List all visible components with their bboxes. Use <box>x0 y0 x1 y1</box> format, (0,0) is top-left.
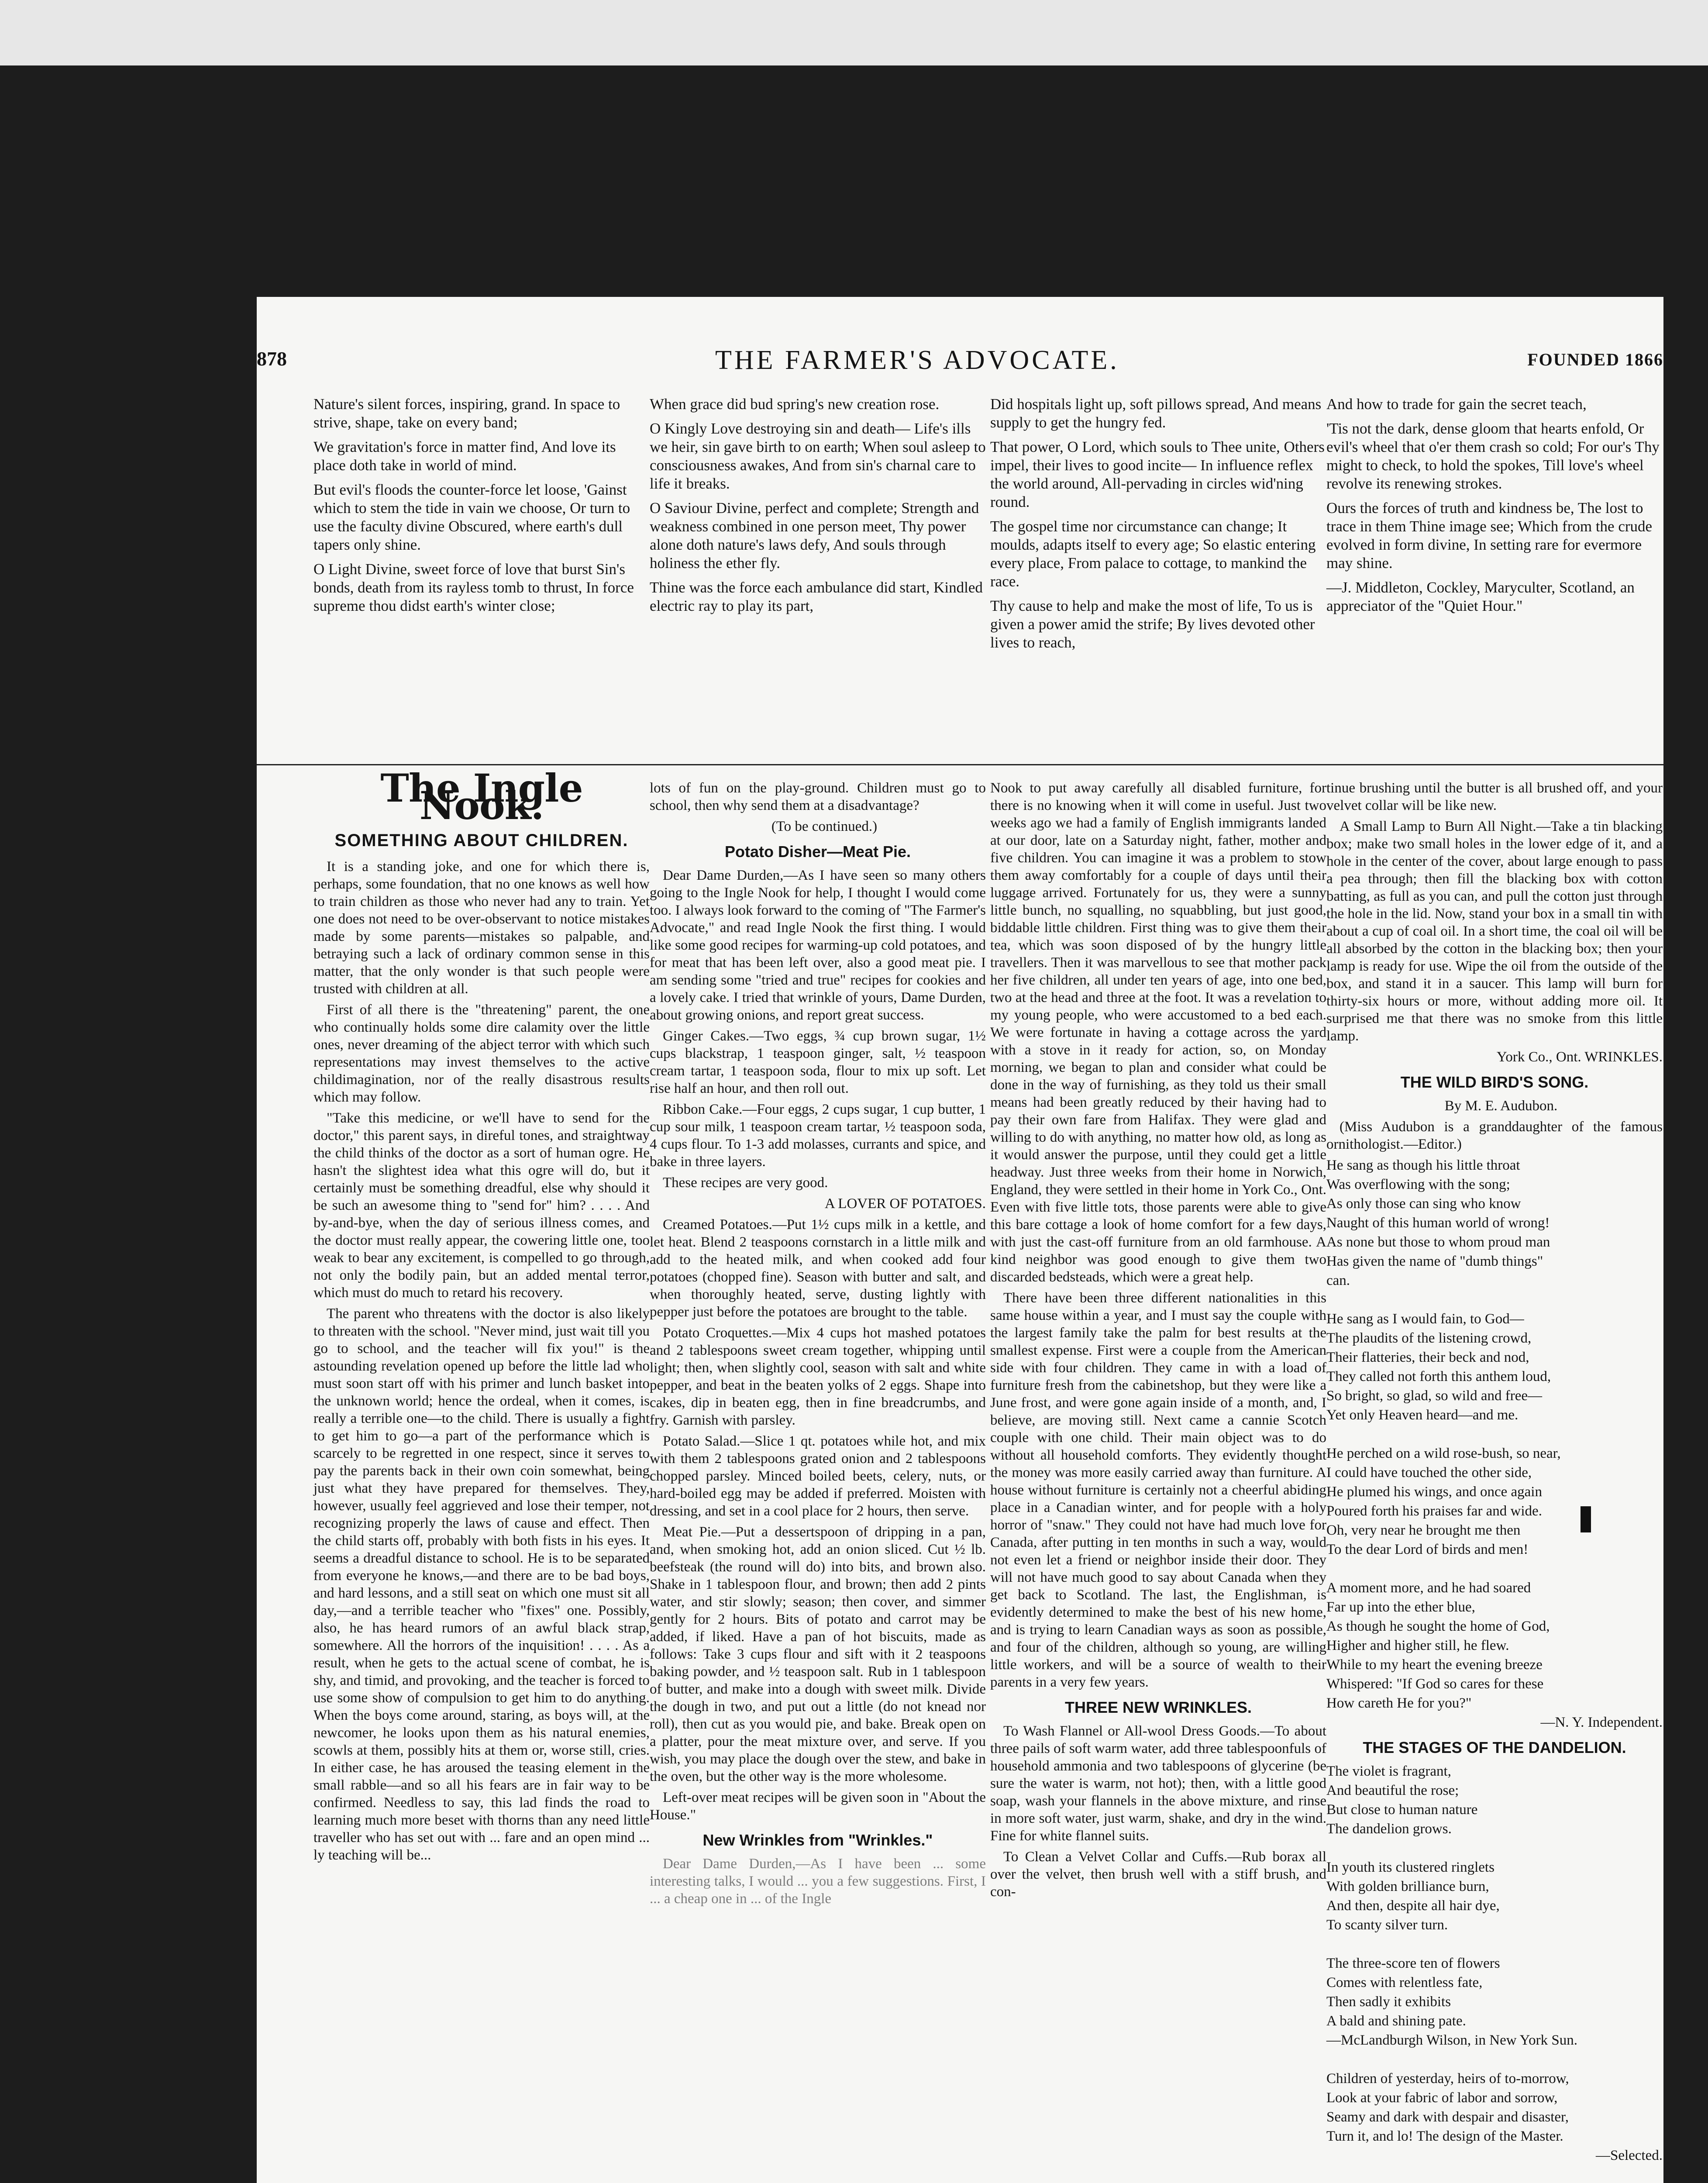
article-column-2 <box>650 779 986 1911</box>
signature: —N. Y. Independent. <box>1540 1715 1663 1730</box>
verse-line: As none but those to whom proud man <box>1326 1234 1550 1250</box>
scan-artifact <box>1581 1506 1591 1532</box>
poem-column-4 <box>1326 395 1663 621</box>
verse-line: While to my heart the evening breeze <box>1326 1657 1543 1673</box>
paragraph: lots of fun on the play-ground. Children must go to school, then why send them at a disadvantage? <box>650 780 986 813</box>
verse-line <box>1326 1291 1663 1308</box>
verse-line: The violet is fragrant, <box>1326 1763 1451 1779</box>
poem-column-2 <box>650 395 986 621</box>
founded-label: FOUNDED 1866 <box>1527 350 1663 369</box>
article-heading: THREE NEW WRINKLES. <box>1065 1698 1252 1716</box>
verse-line: Was overflowing with the song; <box>1326 1177 1510 1192</box>
verse-line: They called not forth this anthem loud, <box>1326 1369 1551 1384</box>
verse-line: Whispered: "If God so cares for these <box>1326 1676 1544 1692</box>
verse-line <box>1326 1425 1663 1443</box>
verse-line: The three-score ten of flowers <box>1326 1956 1500 1971</box>
verse-line: Oh, very near he brought me then <box>1326 1522 1521 1538</box>
paragraph: "Take this medicine, or we'll have to send for the doctor," this parent says, in direful tones, and straightway the child thinks of the doctor as a sort of human ogre. He hasn't the slightest idea what this ogre will do, but it certainly must be something dreadful, else why should it be such an awesome thing to "send for" him? . . . . And by-and-bye, when the day of serious illness comes, and the doctor must really appear, the cowering little one, too weak to bear any excitement, is compelled to go through, not only the bodily pain, but an added mental terror, which must do much to retard his recovery. <box>313 1110 650 1301</box>
verse-line: Far up into the ether blue, <box>1326 1599 1475 1615</box>
poem-stanza: —J. Middleton, Cockley, Maryculter, Scotland, an appreciator of the "Quiet Hour." <box>1326 579 1635 614</box>
article-heading: SOMETHING ABOUT CHILDREN. <box>334 831 629 850</box>
verse-line: A bald and shining pate. <box>1326 2013 1466 2029</box>
verse-line: Has given the name of "dumb things" <box>1326 1253 1543 1269</box>
verse-line: The dandelion grows. <box>1326 1821 1452 1837</box>
paragraph: To Clean a Velvet Collar and Cuffs.—Rub borax all over the velvet, then brush well with a stiff brush, and con- <box>990 1849 1326 1900</box>
paragraph: To Wash Flannel or All-wool Dress Goods.—To about three pails of soft warm water, add three tablespoonfuls of household ammonia and two tablespoons of glycerine (be sure the water is warm, not hot); then, with a little good soap, wash your flannels in the above mixture, and rinse in more soft water, just warm, shake, and dry in the wind. Fine for white flannel suits. <box>990 1723 1326 1844</box>
paragraph: First of all there is the "threatening" parent, the one who continually holds some dire calamity over the little ones, never dreaming of the abject terror with which such representations may invest themselves to the active childimagination, nor of the really disastrous results which may follow. <box>313 1002 650 1105</box>
paragraph: Potato Croquettes.—Mix 4 cups hot mashed potatoes and 2 tablespoons sweet cream together, whipping until light; then, when slightly cool, season with salt and white pepper, and beat in the beaten yolks of 2 eggs. Shape into cakes, dip in beaten egg, then in fine breadcrumbs, and fry. Garnish with parsley. <box>650 1325 986 1428</box>
paragraph: These recipes are very good. <box>663 1175 828 1191</box>
verse-line: He sang as I would fain, to God— <box>1326 1311 1524 1327</box>
editor-note: (Miss Audubon is a granddaughter of the famous ornithologist.—Editor.) <box>1326 1119 1663 1152</box>
signature: —Selected. <box>1595 2148 1663 2163</box>
paragraph: Ginger Cakes.—Two eggs, ¾ cup brown sugar, 1½ cups blackstrap, 1 teaspoon ginger, salt, ½ teaspoon cream tartar, 1 teaspoon soda, flour to mix up soft. Let rise half an hour, and then roll out. <box>650 1028 986 1096</box>
continued-note: (To be continued.) <box>771 819 878 834</box>
poem-stanza: Thy cause to help and make the most of life, To us is given a power amid the strife; By lives devoted other lives to reach, <box>990 597 1315 651</box>
verse-line: With golden brilliance burn, <box>1326 1879 1489 1894</box>
article-column-3 <box>990 779 1326 1904</box>
poem-column-1 <box>313 395 650 621</box>
verse-line: Children of yesterday, heirs of to-morrow, <box>1326 2071 1569 2087</box>
verse-line: As only those can sing who know <box>1326 1196 1521 1212</box>
paragraph: The parent who threatens with the doctor is also likely to threaten with the school. "Never mind, just wait till you go to school, and the teacher will fix you!" is the astounding revelation opened up before the little lad who must soon start off with his primer and lunch basket into the unknown world; hence the ordeal, when it comes, is really a terrible one—to the child. There is usually a fight to get him to go—a part of the performance which is scarcely to be regretted in one respect, since it serves to pay the parents back in their own coin somewhat, being just what they have prepared for themselves. They, however, usually feel aggrieved and lose their temper, not recognizing properly the laws of cause and effect. Then the child starts off, probably with both fists in his eyes. It seems a dreadful distance to school. He is to be separated from everyone he knows,—and there are to be bad boys, and hard lessons, and a still seat on which one must sit all day,—and a terrible teacher who "fixes" one. Possibly, also, he has heard rumors of an awful black strap, somewhere. All the horrors of the inquisition! . . . . As a result, when he gets to the actual scene of combat, he is shy, and timid, and provoking, and the teacher is forced to use some show of compulsion to get him to do anything. When the boys come around, staring, as boys will, at the newcomer, he looks upon them as his natural enemies, scowls at them, possibly hits at them or, worse still, cries. In either case, he has aroused the teasing element in the small rabble—and so all his fears are in fair way to be confirmed. Needless to say, this lad finds the road to learning much more beset with thorns than any need little traveller who has set out with ... fare and an open mind ... ly teaching will be... <box>313 1306 650 1863</box>
verse-line: I could have touched the other side, <box>1326 1465 1532 1481</box>
poem-stanza: Did hospitals light up, soft pillows spread, And means supply to get the hungry fed. <box>990 396 1322 431</box>
verse-line: Higher and higher still, he flew. <box>1326 1638 1509 1653</box>
article-column-4 <box>1326 779 1663 2168</box>
poem-stanza: Nature's silent forces, inspiring, grand. In space to strive, shape, take on every band; <box>313 396 620 431</box>
poem-verse <box>1326 1763 1663 2145</box>
masthead: THE FARMER'S ADVOCATE. <box>715 345 1119 375</box>
paragraph: Nook to put away carefully all disabled furniture, for there is no knowing when it will come in useful. Just two weeks ago we had a family of English immigrants landed at our door, late on a Saturday night, father, mother and five children. You can imagine it was a problem to stow them away comfortably for a couple of days until their luggage arrived. Fortunately for us, they were a sunny little bunch, no squalling, no squabbling, but just good, biddable little children. First thing was to give them their tea, which was soon disposed of by the hungry little travellers. Then it was marvellous to see that mother pack her five children, all under ten years of age, into one bed, two at the head and three at the foot. It was a revelation to my young people, who were accustomed to a bed each. We were fortunate in having a cottage across the yard with a stove in it ready for action, so, on Monday morning, we began to plan and consider what could be done in the way of furnishing, as they told us their small means had been greatly reduced by their having had to pay their own fare from Halifax. They were glad and willing to do with anything, no matter how old, as long as it would answer the purpose, until they could get a little headway. Just three weeks from their home in Norwich, England, they were settled in their home in York Co., Ont. Even with five little tots, those parents were able to give this bare cottage a look of home comfort for a few days, with just the cast-off furniture from an old farmhouse. A kind neighbor was good enough to give them two discarded bedsteads, which were a great help. <box>990 780 1326 1285</box>
verse-line: And then, despite all hair dye, <box>1326 1898 1500 1914</box>
poem-stanza: The gospel time nor circumstance can change; It moulds, adapts itself to every age; So elastic entering every place, From palace to cottage, to mankind the race. <box>990 518 1316 590</box>
paragraph: It is a standing joke, and one for which there is, perhaps, some foundation, that no one knows as well how to train children as those who never had any to train. Yet one does not need to be over-observant to notice mistakes made by some parents—mistakes so palpable, and betraying such a lack of ordinary common sense in this matter, that the only wonder is that such people were trusted with children at all. <box>313 859 650 997</box>
article-heading: Potato Disher—Meat Pie. <box>724 843 911 861</box>
poem-stanza: 'Tis not the dark, dense gloom that hearts enfold, Or evil's wheel that o'er them crash so cold; For our's Thy might to check, to hold the spokes, Till love's wheel revolve its renewing strokes. <box>1326 420 1660 492</box>
signature: York Co., Ont. WRINKLES. <box>1496 1049 1663 1065</box>
verse-line <box>1326 1560 1663 1577</box>
verse-line: Their flatteries, their beck and nod, <box>1326 1350 1529 1365</box>
verse-line: Seamy and dark with despair and disaster, <box>1326 2109 1569 2125</box>
verse-line: —McLandburgh Wilson, in New York Sun. <box>1326 2032 1577 2048</box>
verse-line: Naught of this human world of wrong! <box>1326 1215 1550 1231</box>
paragraph: Creamed Potatoes.—Put 1½ cups milk in a kettle, and let heat. Blend 2 teaspoons cornstarch in a little milk and add to the heated milk, and when cooked add four potatoes (chopped fine). Season with butter and salt, and when thoroughly heated, serve, dusting lightly with pepper just before the potatoes are brought to the table. <box>650 1217 986 1320</box>
poem-verse <box>1326 1157 1663 1712</box>
verse-line: can. <box>1326 1273 1350 1288</box>
paragraph: A Small Lamp to Burn All Night.—Take a tin blacking box; make two small holes in the lower edge of it, and a hole in the center of the cover, about large enough to pass a pea through; then fill the blacking box with cotton batting, as full as you can, and pull the cotton just through the hole in the lid. Now, stand your box in a small tin with about a cup of coal oil. In a short time, the coal oil will be all absorbed by the cotton in the blacking box; then your lamp is ready for use. Wipe the oil from the outside of the box, and stand it in a saucer. This lamp will burn for thirty-six hours or more, without adding more oil. It surprised me that there was no smoke from this little lamp. <box>1326 819 1663 1044</box>
poem-stanza: O Saviour Divine, perfect and complete; Strength and weakness combined in one person meet, Thy power alone doth nature's laws defy, And souls through holiness the ether fly. <box>650 499 979 572</box>
paragraph: Dear Dame Durden,—As I have been ... some interesting talks, I would ... you a few suggestions. First, I ... a cheap one in ... of the Ingle <box>650 1856 986 1907</box>
poem-stanza: Ours the forces of truth and kindness be, The lost to trace in them Thine image see; Which from the crude evolved in form divine, In setting rare for evermore may shine. <box>1326 499 1653 572</box>
poem-stanza: And how to trade for gain the secret teach, <box>1326 396 1587 413</box>
article-heading: THE WILD BIRD'S SONG. <box>1400 1073 1589 1091</box>
paragraph: There have been three different nationalities in this same house within a year, and I must say the couple with the largest family take the palm for best results at the smallest expense. First were a couple from the American side with four children. They came in with a load of furniture fresh from the cabinetshop, but they were like a June frost, and were gone again inside of a month, and, I believe, are moving still. Next came a cannie Scotch couple with one child. Their main object was to do without all household comforts. They evidently thought the money was more easily carried away than furniture. A house without furniture is certainly not a cheerful abiding place in a Canadian winter, and for people with a holy horror of "snaw." They could not have had much love for Canada, after putting in ten months in such a way, would not even let a friend or neighbor inside their door. They will not have much good to say about Canada when they get back to Scotland. The last, the Englishman, is evidently determined to make the best of his new home, and is trying to learn Canadian ways as soon as possible, and four of the children, although so young, are willing little workers, and will be a source of wealth to their parents in a very few years. <box>990 1290 1326 1690</box>
ingle-nook-title: The Ingle Nook. <box>380 765 583 828</box>
verse-line <box>1326 2051 1663 2068</box>
verse-line: So bright, so glad, so wild and free— <box>1326 1388 1543 1404</box>
poem-stanza: Thine was the force each ambulance did start, Kindled electric ray to play its part, <box>650 579 983 614</box>
verse-line: But close to human nature <box>1326 1802 1478 1818</box>
verse-line: The plaudits of the listening crowd, <box>1326 1330 1532 1346</box>
verse-line: He sang as though his little throat <box>1326 1157 1520 1173</box>
verse-line: Yet only Heaven heard—and me. <box>1326 1407 1519 1423</box>
verse-line: To the dear Lord of birds and men! <box>1326 1542 1529 1557</box>
verse-line <box>1326 1839 1663 1857</box>
poem-stanza: We gravitation's force in matter find, And love its place doth take in world of mind. <box>313 438 616 474</box>
verse-line: To scanty silver turn. <box>1326 1917 1448 1933</box>
paragraph: Dear Dame Durden,—As I have seen so many others going to the Ingle Nook for help, I thought I would come too. I always look forward to the coming of "The Farmer's Advocate," and read Ingle Nook the first thing. I would like some good recipes for warming-up cold potatoes, and for meat that has been left over, also a good meat pie. I am sending some "tried and true" recipes for cookies and a lovely cake. I tried that wrinkle of yours, Dame Durden, about growing onions, and report great success. <box>650 868 986 1023</box>
verse-line: Look at your fabric of labor and sorrow, <box>1326 2090 1558 2106</box>
verse-line: Then sadly it exhibits <box>1326 1994 1451 2010</box>
verse-line: How careth He for you?" <box>1326 1695 1472 1711</box>
verse-line: In youth its clustered ringlets <box>1326 1859 1494 1875</box>
verse-line: He plumed his wings, and once again <box>1326 1484 1542 1500</box>
paragraph: Left-over meat recipes will be given soon in "About the House." <box>650 1790 986 1823</box>
paragraph: Potato Salad.—Slice 1 qt. potatoes while hot, and mix with them 2 tablespoons grated onion and 2 tablespoons chopped parsley. Minced boiled beets, celery, nuts, or hard-boiled egg may be added if preferred. Moisten with dressing, and set in a cool place for 2 hours, then serve. <box>650 1433 986 1519</box>
signature: A LOVER OF POTATOES. <box>825 1196 986 1212</box>
verse-line <box>1326 1935 1663 1953</box>
verse-line: Poured forth his praises far and wide. <box>1326 1503 1542 1519</box>
verse-line: A moment more, and he had soared <box>1326 1580 1531 1596</box>
verse-line: Comes with relentless fate, <box>1326 1975 1483 1990</box>
article-heading: New Wrinkles from "Wrinkles." <box>702 1831 933 1849</box>
byline: By M. E. Audubon. <box>1444 1098 1558 1114</box>
poem-stanza: O Kingly Love destroying sin and death— Life's ills we heir, sin gave birth to on earth; When soul asleep to consciousness awakes, And from sin's charnal care to life it breaks. <box>650 420 986 492</box>
paragraph: Meat Pie.—Put a dessertspoon of dripping in a pan, and, when smoking hot, add an onion sliced. Cut ½ lb. beefsteak (the round will do) into bits, and brown also. Shake in 1 tablespoon flour, and brown; then add 2 pints water, and stir slowly; season; then cover, and simmer gently for 2 hours. Bits of potato and carrot may be added, if liked. Have a pan of hot biscuits, made as follows: Take 3 cups flour and sift with it 2 teaspoons baking powder, and ½ teaspoon salt. Rub in 1 tablespoon of butter, and make into a dough with sweet milk. Divide the dough in two, and put out a little (do not knead nor roll), then cut as you would pie, and bake. Break open on a platter, pour the meat mixture over, and serve. If you wish, you may place the dough over the stew, and bake in the oven, but the other way is the more wholesome. <box>650 1524 986 1784</box>
paragraph: tinue brushing until the butter is all brushed off, and your velvet collar will be like new. <box>1326 780 1663 813</box>
poem-stanza: That power, O Lord, which souls to Thee unite, Others impel, their lives to good incite— In influence reflex the world around, All-pervading in circles wid'ning round. <box>990 438 1325 510</box>
poem-column-3 <box>990 395 1326 658</box>
page-header <box>257 297 1663 375</box>
page-number: 878 <box>257 348 287 370</box>
newspaper-page <box>257 297 1663 2183</box>
poem-stanza: O Light Divine, sweet force of love that burst Sin's bonds, death from its rayless tomb to thrust, In force supreme thou didst earth's winter close; <box>313 561 634 614</box>
verse-line: Turn it, and lo! The design of the Master. <box>1326 2128 1563 2144</box>
article-heading: THE STAGES OF THE DANDELION. <box>1363 1739 1626 1756</box>
verse-line: He perched on a wild rose-bush, so near, <box>1326 1446 1561 1461</box>
poem-stanza: When grace did bud spring's new creation rose. <box>650 396 940 413</box>
poem-stanza: But evil's floods the counter-force let loose, 'Gainst which to stem the tide in vain we choose, Or turn to use the faculty divine Obscured, where earth's dull tapers only shine. <box>313 481 630 553</box>
verse-line: As though he sought the home of God, <box>1326 1618 1550 1634</box>
verse-line: And beautiful the rose; <box>1326 1783 1459 1798</box>
article-column-1 <box>313 765 650 1867</box>
paragraph: Ribbon Cake.—Four eggs, 2 cups sugar, 1 cup butter, 1 cup sour milk, 1 teaspoon cream tartar, ½ teaspoon soda, 4 cups flour. To 1-3 add molasses, currants and spice, and bake in three layers. <box>650 1102 986 1170</box>
